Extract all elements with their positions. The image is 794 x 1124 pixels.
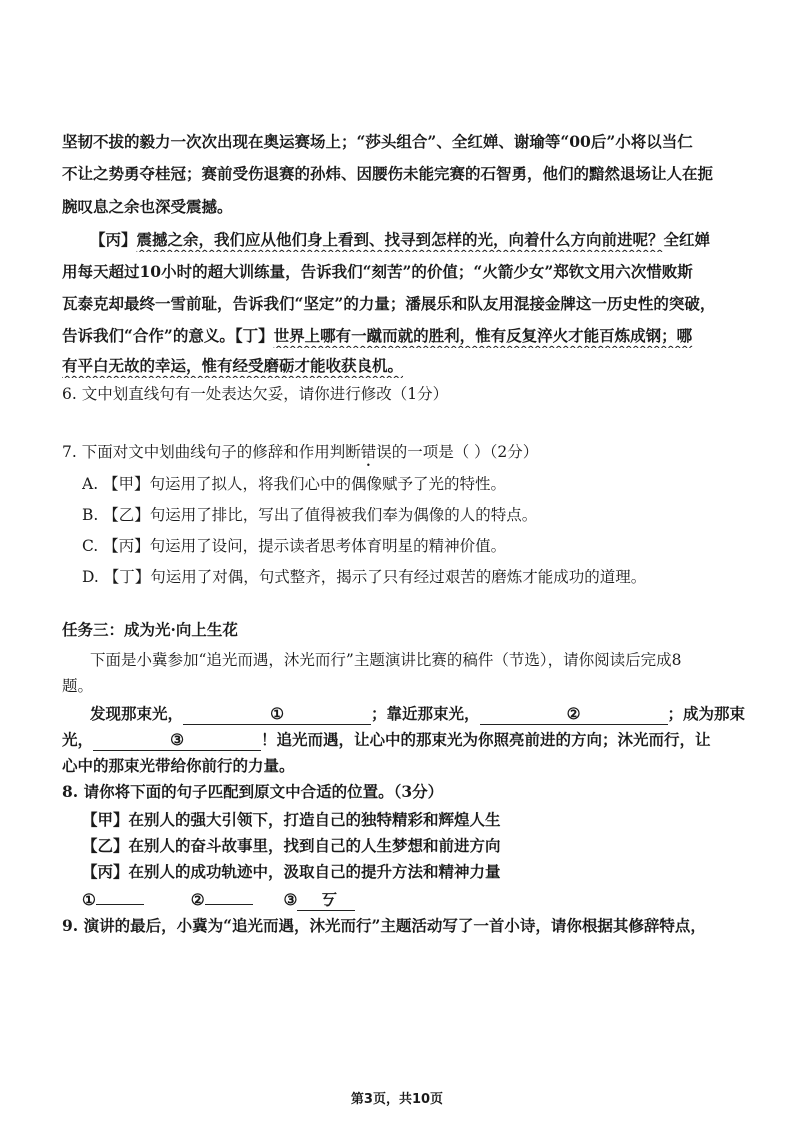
q8-item-yi: 【乙】在别人的奋斗故事里，找到自己的人生梦想和前进方向 <box>82 836 501 855</box>
handwritten-mark: 丂 <box>318 890 335 909</box>
question-6: 6. 文中划直线句有一处表达欠妥，请你进行修改（1分） <box>62 385 449 403</box>
q8-answer-blank-1[interactable] <box>96 904 144 905</box>
bing-sentence: 震撼之余，我们应从他们身上看到、找寻到怎样的光，向着什么方向前进呢？ <box>136 230 664 249</box>
q7-stem-a: 7. 下面对文中划曲线句子的修辞和作用判断 <box>62 443 361 461</box>
question-7-stem <box>62 440 752 470</box>
q7-stem-b: 误的一项是（ ）（2分） <box>376 443 539 461</box>
q8-answer-blank-2[interactable] <box>205 904 253 905</box>
passage-line-1: 坚韧不拔的毅力一次次出现在奥运赛场上；“莎头组合”、全红婵、谢瑜等“00后”小将以当仁 <box>62 132 693 151</box>
passage-line-6: 瓦泰克却最终一雪前耻，告诉我们“坚定”的力量；潘展乐和队友用混接金牌这一历史性的突破， <box>62 294 716 313</box>
speech-blank-3[interactable]: ③ <box>93 730 261 751</box>
q8-item-jia: 【甲】在别人的强大引领下，打造自己的独特精彩和辉煌人生 <box>82 810 501 829</box>
q7-option-d: D. 【丁】句运用了对偶，句式整齐，揭示了只有经过艰苦的磨炼才能成功的道理。 <box>82 568 647 586</box>
speech-line-3: 心中的那束光带给你前行的力量。 <box>62 756 295 775</box>
passage-line-8 <box>62 354 752 378</box>
speech-seg-e: ！追光而遇，让心中的那束光为你照亮前进的方向；沐光而行，让 <box>261 730 711 749</box>
passage-line-3: 腕叹息之余也深受震撼。 <box>62 197 233 216</box>
question-9: 9. 演讲的最后，小冀为“追光而遇，沐光而行”主题活动写了一首小诗，请你根据其修辞特点， <box>62 916 706 935</box>
q8-answer-label-3: ③ <box>283 890 298 909</box>
q7-option-b: B. 【乙】句运用了排比，写出了值得被我们奉为偶像的人的特点。 <box>82 506 538 524</box>
bing-tag: 【丙】 <box>90 230 137 249</box>
question-8-stem: 8. 请你将下面的句子匹配到原文中合适的位置。（3分） <box>62 782 444 801</box>
speech-seg-c: ；成为那束 <box>667 704 746 723</box>
speech-blank-2[interactable]: ② <box>480 704 668 725</box>
bing-line-tail: 全红婵 <box>663 230 711 249</box>
passage-line-2: 不让之势勇夺桂冠；赛前受伤退赛的孙炜、因腰伤未能完赛的石智勇，他们的黯然退场让人在扼 <box>62 164 714 183</box>
speech-seg-d: 光， <box>62 730 94 749</box>
speech-seg-b: ；靠近那束光， <box>371 704 480 723</box>
speech-line-2 <box>62 728 752 752</box>
passage-line-5: 用每天超过10小时的超大训练量，告诉我们“刻苦”的价值；“火箭少女”郑钦文用六次惜败斯 <box>62 262 693 281</box>
speech-line-1 <box>90 702 752 726</box>
task3-heading: 任务三：成为光·向上生花 <box>62 620 238 639</box>
ding-sentence-b: 有平白无故的幸运，惟有经受磨砺才能收获良机。 <box>62 356 404 375</box>
passage-line-7-head: 告诉我们“合作”的意义。 <box>62 326 235 345</box>
passage-line-7 <box>62 324 752 348</box>
ding-sentence-a: 世界上哪有一蹴而就的胜利，惟有反复淬火才能百炼成钢；哪 <box>273 326 693 345</box>
q8-answer-row <box>82 886 752 914</box>
q8-answer-label-1: ① <box>82 890 96 909</box>
q8-item-bing: 【丙】在别人的成功轨迹中，汲取自己的提升方法和精神力量 <box>82 862 501 881</box>
q7-emphasis-char: 错 <box>360 443 377 461</box>
q8-answer-blank-3[interactable] <box>297 890 355 911</box>
q7-option-c: C. 【丙】句运用了设问，提示读者思考体育明星的精神价值。 <box>82 537 507 555</box>
passage-line-bing <box>90 228 752 252</box>
speech-blank-1[interactable]: ① <box>183 704 371 725</box>
q7-option-a: A. 【甲】句运用了拟人，将我们心中的偶像赋予了光的特性。 <box>82 475 507 493</box>
task3-intro-a: 下面是小冀参加“追光而遇，沐光而行”主题演讲比赛的稿件（节选），请你阅读后完成8 <box>90 651 682 669</box>
page-footer: 第3页，共10页 <box>350 1092 444 1107</box>
ding-tag: 【丁】 <box>234 326 274 345</box>
speech-seg-a: 发现那束光， <box>90 704 184 723</box>
q8-answer-label-2: ② <box>190 890 205 909</box>
task3-intro-b: 题。 <box>62 677 94 695</box>
